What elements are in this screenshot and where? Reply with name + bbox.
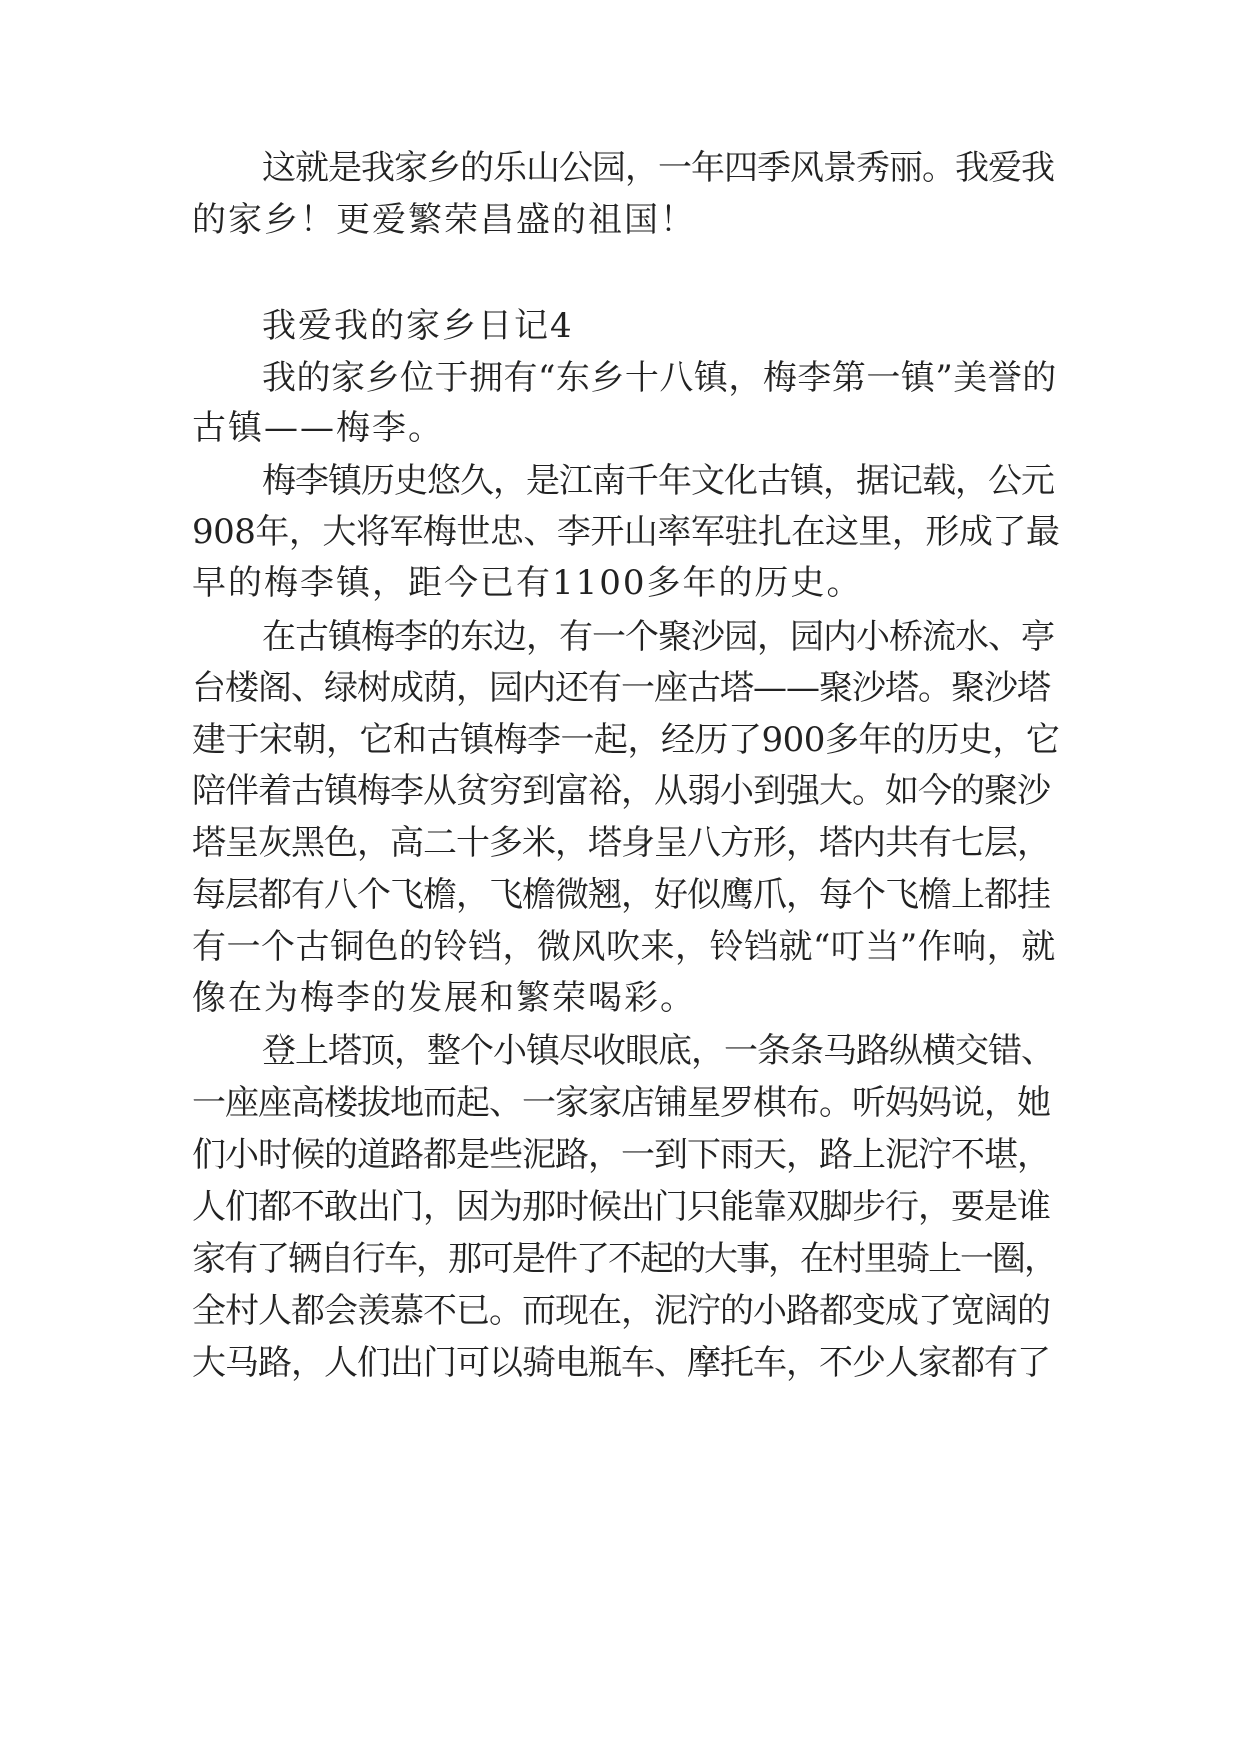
- paragraph-line: 塔呈灰黑色，高二十多米，塔身呈八方形，塔内共有七层，: [192, 823, 1050, 863]
- paragraph-line: 在古镇梅李的东边，有一个聚沙园，园内小桥流水、亭: [262, 617, 1054, 657]
- paragraph-line: 古镇——梅李。: [192, 408, 444, 448]
- paragraph-line: 全村人都会羡慕不已。而现在，泥泞的小路都变成了宽阔的: [192, 1291, 1050, 1331]
- paragraph-line: 们小时候的道路都是些泥路，一到下雨天，路上泥泞不堪，: [192, 1135, 1050, 1175]
- paragraph-line: 人们都不敢出门，因为那时候出门只能靠双脚步行，要是谁: [192, 1187, 1050, 1227]
- paragraph-line: 像在为梅李的发展和繁荣喝彩。: [192, 978, 696, 1018]
- paragraph-line: 登上塔顶，整个小镇尽收眼底，一条条马路纵横交错、: [262, 1031, 1054, 1071]
- paragraph-line: 梅李镇历史悠久，是江南千年文化古镇，据记载，公元: [262, 461, 1054, 501]
- paragraph-line: 台楼阁、绿树成荫，园内还有一座古塔——聚沙塔。聚沙塔: [192, 668, 1050, 708]
- paragraph-line: 一座座高楼拔地而起、一家家店铺星罗棋布。听妈妈说，她: [192, 1083, 1050, 1123]
- paragraph-line: 家有了辆自行车，那可是件了不起的大事，在村里骑上一圈，: [192, 1239, 1056, 1279]
- paragraph-line: 大马路，人们出门可以骑电瓶车、摩托车，不少人家都有了: [192, 1343, 1050, 1383]
- paragraph-line: 早的梅李镇，距今已有1100多年的历史。: [192, 563, 863, 603]
- paragraph-line: 的家乡！更爱繁荣昌盛的祖国！: [192, 200, 696, 240]
- diary-heading: 我爱我的家乡日记4: [262, 306, 574, 346]
- paragraph-line: 陪伴着古镇梅李从贫穷到富裕，从弱小到强大。如今的聚沙: [192, 771, 1050, 811]
- paragraph-line: 建于宋朝，它和古镇梅李一起，经历了900多年的历史，它: [192, 720, 1060, 760]
- paragraph-line: 有一个古铜色的铃铛，微风吹来，铃铛就“叮当”作响，就: [192, 927, 1056, 967]
- paragraph-line: 每层都有八个飞檐，飞檐微翘，好似鹰爪，每个飞檐上都挂: [192, 875, 1050, 915]
- paragraph-line: 908年，大将军梅世忠、李开山率军驻扎在这里，形成了最: [192, 512, 1060, 552]
- paragraph-line: 我的家乡位于拥有“东乡十八镇，梅李第一镇”美誉的: [262, 358, 1057, 398]
- paragraph-line: 这就是我家乡的乐山公园，一年四季风景秀丽。我爱我: [262, 148, 1054, 188]
